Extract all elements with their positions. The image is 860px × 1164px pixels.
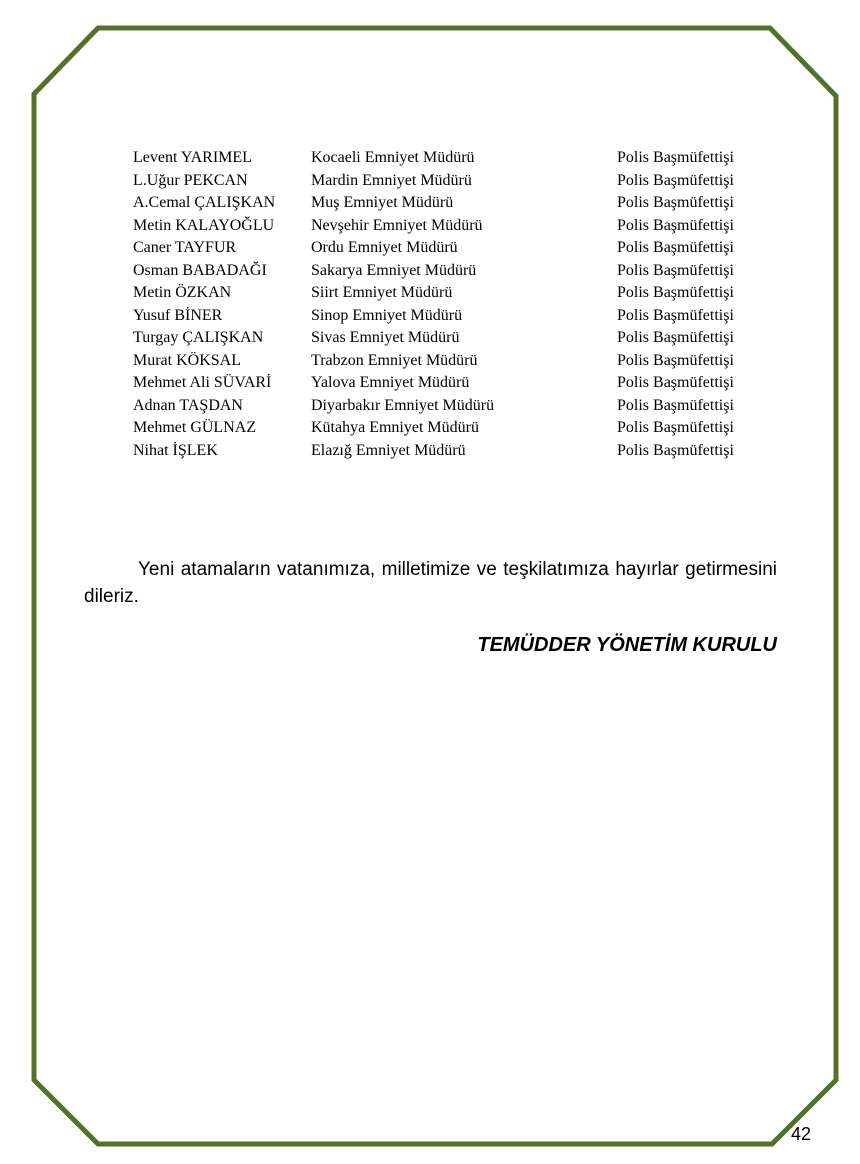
unit-title: Muş Emniyet Müdürü bbox=[311, 194, 454, 211]
unit-title: Diyarbakır Emniyet Müdürü bbox=[311, 396, 495, 414]
table-row bbox=[133, 395, 753, 418]
person-name: A.Cemal ÇALIŞKAN bbox=[133, 194, 276, 211]
person-name: Levent YARIMEL bbox=[133, 149, 252, 166]
rank-title: Polis Başmüfettişi bbox=[617, 239, 734, 256]
unit-title: Elazığ Emniyet Müdürü bbox=[311, 441, 466, 459]
table-row bbox=[133, 170, 753, 193]
table-row bbox=[133, 372, 753, 395]
unit-title: Mardin Emniyet Müdürü bbox=[311, 171, 472, 189]
unit-title: Yalova Emniyet Müdürü bbox=[311, 374, 470, 391]
unit-title: Nevşehir Emniyet Müdürü bbox=[311, 216, 483, 234]
table-row bbox=[133, 417, 753, 440]
person-name: Caner TAYFUR bbox=[133, 239, 237, 256]
table-row bbox=[133, 237, 753, 260]
table-row bbox=[133, 305, 753, 328]
unit-title: Trabzon Emniyet Müdürü bbox=[311, 351, 478, 369]
table-row bbox=[133, 282, 753, 305]
table-row bbox=[133, 147, 753, 170]
person-name: Metin ÖZKAN bbox=[133, 284, 232, 301]
unit-title: Sakarya Emniyet Müdürü bbox=[311, 261, 477, 279]
closing-text: Yeni atamaların vatanımıza, milletimize ve teşkilatımıza hayırlar getirmesini dileriz. bbox=[84, 559, 777, 607]
rank-title: Polis Başmüfettişi bbox=[617, 374, 734, 391]
appointments-table-body bbox=[133, 147, 753, 462]
rank-title: Polis Başmüfettişi bbox=[617, 171, 734, 189]
rank-title: Polis Başmüfettişi bbox=[617, 149, 734, 166]
person-name: Mehmet GÜLNAZ bbox=[133, 419, 257, 436]
unit-title: Kütahya Emniyet Müdürü bbox=[311, 419, 479, 436]
table-row bbox=[133, 327, 753, 350]
person-name: Murat KÖKSAL bbox=[133, 351, 241, 369]
table-row bbox=[133, 260, 753, 283]
signature: TEMÜDDER YÖNETİM KURULU bbox=[477, 634, 777, 656]
rank-title: Polis Başmüfettişi bbox=[617, 194, 734, 211]
rank-title: Polis Başmüfettişi bbox=[617, 351, 734, 369]
person-name: Adnan TAŞDAN bbox=[133, 396, 243, 414]
rank-title: Polis Başmüfettişi bbox=[617, 329, 734, 346]
page-number: 42 bbox=[791, 1124, 812, 1144]
person-name: Osman BABADAĞI bbox=[133, 261, 267, 279]
person-name: Turgay ÇALIŞKAN bbox=[133, 329, 264, 346]
rank-title: Polis Başmüfettişi bbox=[617, 396, 734, 414]
table-row bbox=[133, 192, 753, 215]
unit-title: Siirt Emniyet Müdürü bbox=[311, 284, 453, 301]
unit-title: Kocaeli Emniyet Müdürü bbox=[311, 149, 475, 166]
rank-title: Polis Başmüfettişi bbox=[617, 441, 734, 459]
person-name: Metin KALAYOĞLU bbox=[133, 216, 275, 234]
rank-title: Polis Başmüfettişi bbox=[617, 306, 734, 324]
rank-title: Polis Başmüfettişi bbox=[617, 216, 734, 234]
person-name: Yusuf BİNER bbox=[133, 306, 223, 324]
unit-title: Sinop Emniyet Müdürü bbox=[311, 306, 463, 324]
person-name: Nihat İŞLEK bbox=[133, 441, 218, 459]
table-row bbox=[133, 440, 753, 463]
unit-title: Sivas Emniyet Müdürü bbox=[311, 329, 460, 346]
appointments-table bbox=[133, 147, 753, 462]
table-row bbox=[133, 350, 753, 373]
unit-title: Ordu Emniyet Müdürü bbox=[311, 239, 458, 256]
closing-paragraph bbox=[84, 556, 777, 610]
rank-title: Polis Başmüfettişi bbox=[617, 284, 734, 301]
rank-title: Polis Başmüfettişi bbox=[617, 261, 734, 279]
person-name: Mehmet Ali SÜVARİ bbox=[133, 374, 272, 391]
rank-title: Polis Başmüfettişi bbox=[617, 419, 734, 436]
table-row bbox=[133, 215, 753, 238]
person-name: L.Uğur PEKCAN bbox=[133, 171, 248, 189]
